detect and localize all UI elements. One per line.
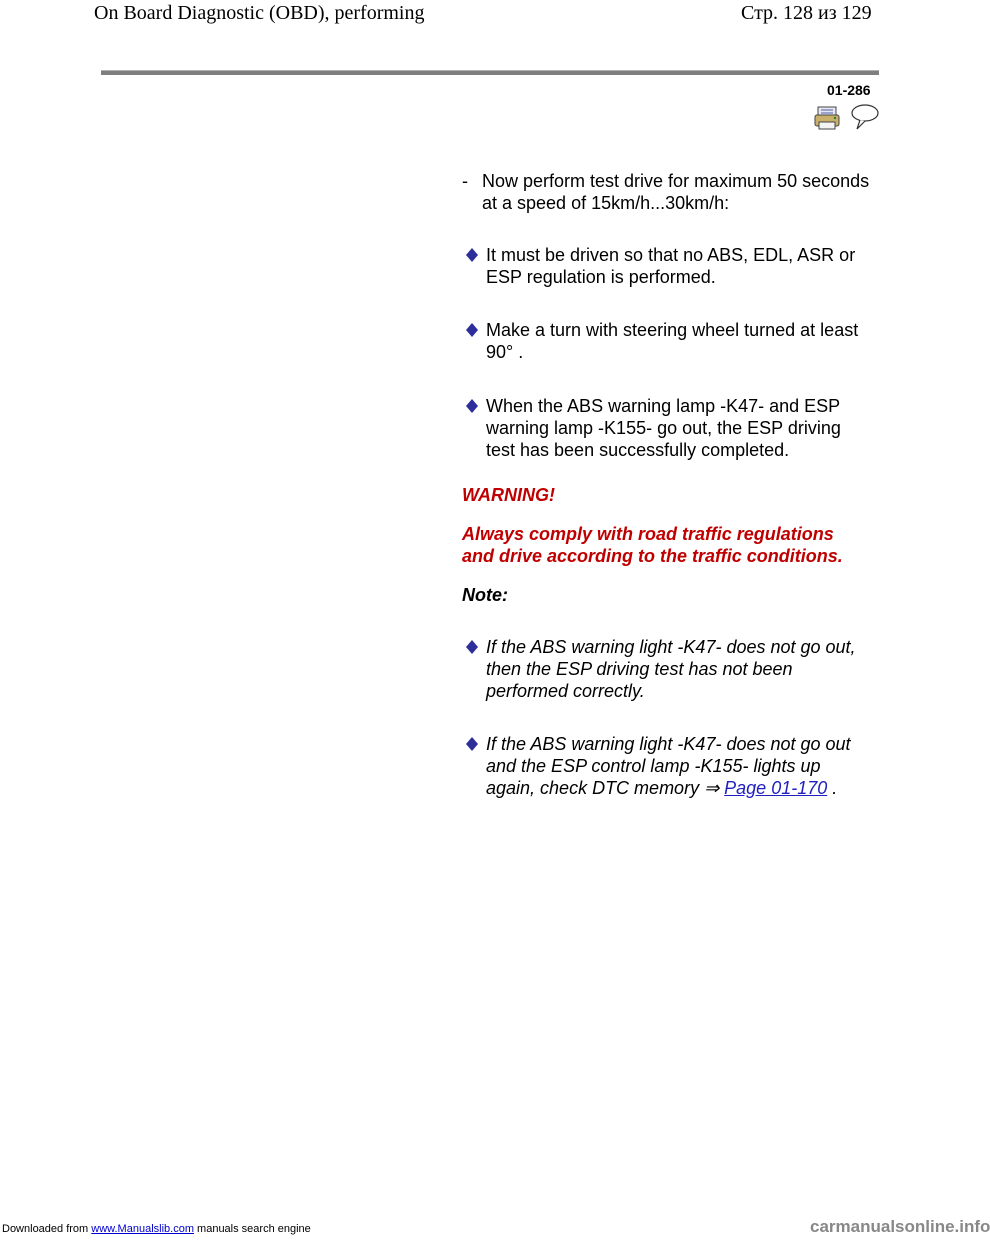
note-item (462, 733, 882, 799)
download-prefix: Downloaded from (2, 1223, 92, 1235)
note-text-suffix: . (827, 778, 838, 798)
note-text-line: performed correctly. (486, 681, 645, 701)
page-reference-link[interactable]: Page 01-170 (724, 778, 828, 798)
step-text-line: at a speed of 15km/h...30km/h: (482, 193, 730, 213)
bullet-text-line: warning lamp -K155- go out, the ESP driving (486, 418, 841, 438)
diamond-bullet-icon (465, 398, 479, 414)
step-text-line: Now perform test drive for maximum 50 seconds (482, 171, 870, 191)
bullet-text-line: test has been successfully completed. (486, 440, 790, 460)
diamond-bullet-icon (465, 736, 479, 752)
printer-icon[interactable] (814, 106, 840, 130)
bullet-text-line: It must be driven so that no ABS, EDL, ASR or (486, 245, 856, 265)
bullet-item (462, 244, 882, 288)
warning-text-line: and drive according to the traffic conditions. (462, 546, 843, 566)
note-text-line: If the ABS warning light -K47- does not go out, (486, 637, 856, 657)
header-divider (101, 70, 879, 75)
warning-text (462, 523, 882, 567)
document-title: On Board Diagnostic (OBD), performing (94, 2, 425, 24)
test-drive-step (462, 170, 882, 214)
step-text (482, 170, 877, 214)
speech-bubble-icon[interactable] (850, 104, 880, 130)
bullet-item (462, 395, 882, 461)
note-item (462, 636, 882, 702)
diamond-bullet-icon (465, 247, 479, 263)
step-dash: - (462, 171, 468, 191)
note-text-line: then the ESP driving test has not been (486, 659, 793, 679)
note-text-line: and the ESP control lamp -K155- lights up (486, 756, 821, 776)
note-text-line: again, check DTC memory ⇒ (486, 778, 725, 798)
manualslib-link[interactable]: www.Manualslib.com (91, 1223, 194, 1235)
warning-heading: WARNING! (462, 485, 555, 505)
bullet-text-line: Make a turn with steering wheel turned at least (486, 320, 859, 340)
warning-text-line: Always comply with road traffic regulations (462, 524, 834, 544)
watermark: carmanualsonline.info (810, 1217, 990, 1236)
download-notice (2, 1223, 311, 1235)
note-text-line: If the ABS warning light -K47- does not go out (486, 734, 851, 754)
bullet-text-line: When the ABS warning lamp -K47- and ESP (486, 396, 841, 416)
bullet-text-line: 90° . (486, 342, 524, 362)
bullet-item (462, 319, 882, 363)
instruction-content (462, 170, 882, 799)
page-code: 01-286 (827, 82, 871, 98)
diamond-bullet-icon (465, 322, 479, 338)
download-suffix: manuals search engine (193, 1223, 311, 1235)
page-indicator: Стр. 128 из 129 (741, 2, 872, 24)
diamond-bullet-icon (465, 639, 479, 655)
toolbar-icons (814, 104, 880, 130)
bullet-text-line: ESP regulation is performed. (486, 267, 716, 287)
note-heading: Note: (462, 585, 508, 605)
